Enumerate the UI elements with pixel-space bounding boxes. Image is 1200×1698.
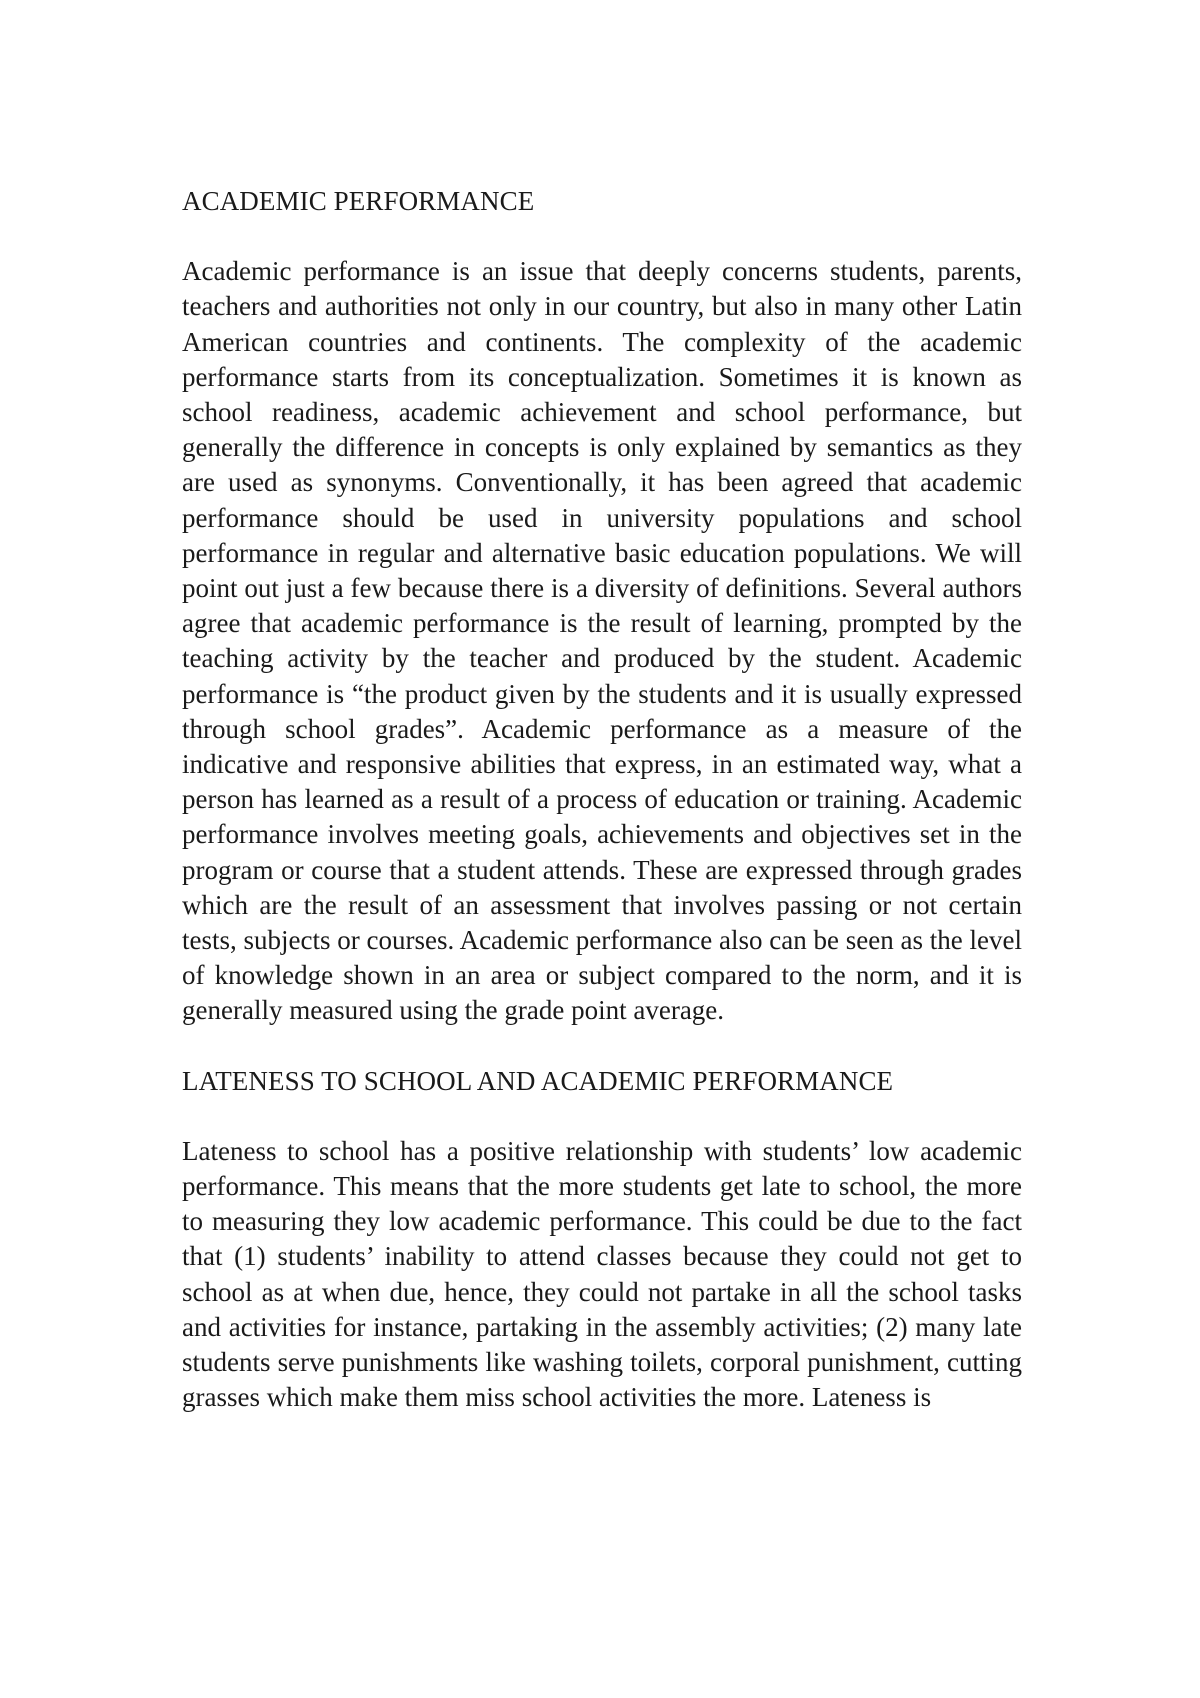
- section-heading-academic-performance: ACADEMIC PERFORMANCE: [182, 186, 535, 216]
- section-heading-lateness: LATENESS TO SCHOOL AND ACADEMIC PERFORMANCE: [182, 1065, 894, 1096]
- document-page: [182, 184, 1022, 1416]
- paragraph-lateness: Lateness to school has a positive relationship with students’ low academic performance. This means that the more students get late to school, the more to measuring they low academic performance. This could be due to the fact that (1) students’ inability to attend classes because they could not get to school as at when due, hence, they could not partake in all the school tasks and activities for instance, partaking in the assembly activities; (2) many late students serve punishments like washing toilets, corporal punishment, cutting grasses which make them miss school activities the more. Lateness is: [182, 1135, 1022, 1413]
- paragraph-academic-performance: Academic performance is an issue that deeply concerns students, parents, teachers and authorities not only in our country, but also in many other Latin American countries and continents. The complexity of the academic performance starts from its conceptualization. Sometimes it is known as school readiness, academic achievement and school performance, but generally the difference in concepts is only explained by semantics as they are used as synonyms. Conventionally, it has been agreed that academic performance should be used in university populations and school performance in regular and alternative basic education populations. We will point out just a few because there is a diversity of definitions. Several authors agree that academic performance is the result of learning, prompted by the teaching activity by the teacher and produced by the student. Academic performance is “the product given by the students and it is usually expressed through school grades”. Academic performance as a measure of the indicative and responsive abilities that express, in an estimated way, what a person has learned as a result of a process of education or training. Academic performance involves meeting goals, achievements and objectives set in the program or course that a student attends. These are expressed through grades which are the result of an assessment that involves passing or not certain tests, subjects or courses. Academic performance also can be seen as the level of knowledge shown in an area or subject compared to the norm, and it is generally measured using the grade point average.: [182, 256, 1022, 1026]
